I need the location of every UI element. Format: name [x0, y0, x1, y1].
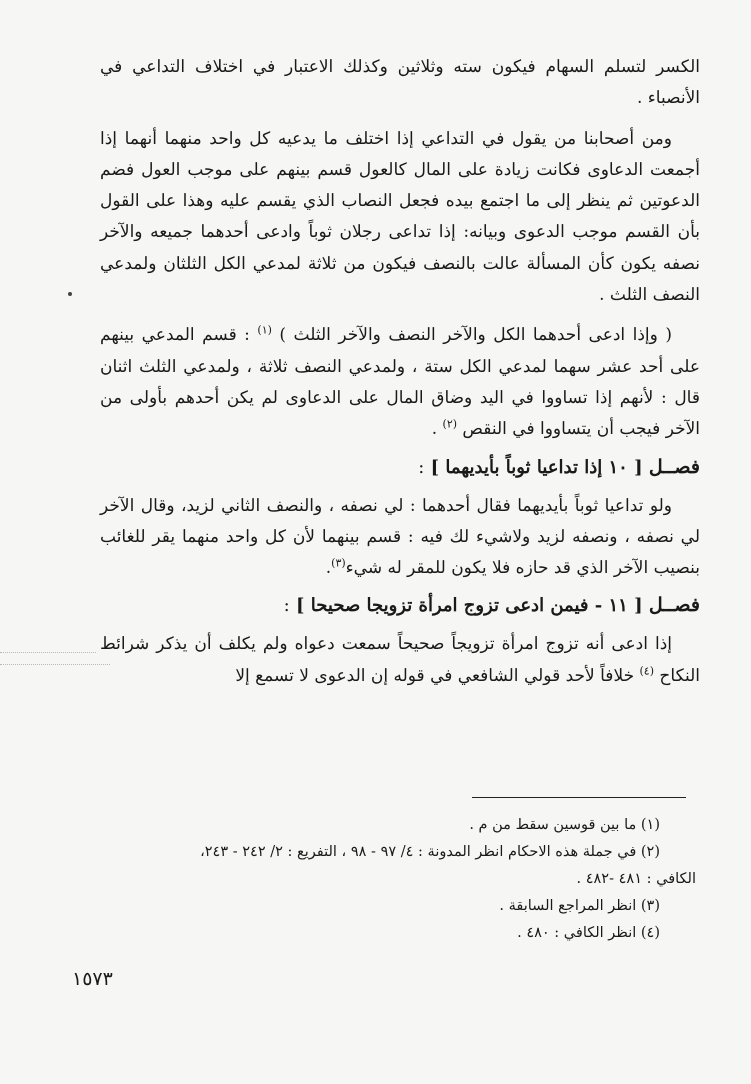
footnotes	[100, 812, 696, 947]
paragraph-2: ومن أصحابنا من يقول في التداعي إذا اختلف ما يدعيه كل واحد منهما أنهما إذا أجمعت الدعاوى فكانت زيادة على المال كالعول قسم بينهم على موجب العول فضم الدعوتين ثم ينظر إلى ما اجتمع بيده فجعل النصاب الذي يقسم عليه وهذا على القول بأن القسم موجب الدعوى وبيانه: إذا تداعى رجلان ثوباً وادعى أحدهما جميعه والآخر نصفه يكون كأن المسألة عالت بالنصف فيكون من ثلاثة لمدعي الكل الثلثان ولمدعي النصف الثلث .	[100, 128, 700, 306]
footnote-1: (١) ما بين قوسين سقط من م .	[469, 817, 660, 833]
section-heading-10	[100, 450, 700, 485]
paragraph-3	[100, 320, 700, 445]
paragraph-4-end: .	[325, 558, 332, 579]
paragraph-1: الكسر لتسلم السهام فيكون سته وثلاثين وكذلك الاعتبار في اختلاف التداعي في الأنصباء .	[100, 57, 700, 109]
section-heading-11	[100, 588, 700, 623]
paragraph-4	[100, 491, 700, 585]
section-colon: :	[283, 595, 290, 617]
paragraph-5-text: إذا ادعى أنه تزوج امرأة تزويجاً صحيحاً سمعت دعواه ولم يكلف أن يذكر شرائط النكاح	[100, 634, 700, 686]
footnote-2-continued: الكافي : ٤٨١ -٤٨٢ .	[576, 871, 696, 887]
section-label: فصــل	[648, 594, 700, 617]
section-title: [ ١١ - فيمن ادعى تزوج امرأة تزويجا صحيحا ]	[289, 595, 649, 617]
paragraph-5	[100, 629, 700, 692]
section-colon: :	[418, 456, 425, 478]
scan-artifact	[0, 652, 96, 654]
footnote-ref-2: (٢)	[442, 417, 458, 431]
scan-artifact	[0, 664, 110, 666]
paragraph-3-end: .	[431, 419, 443, 440]
section-title: [ ١٠ إذا تداعيا ثوباً بأيديهما ]	[424, 456, 649, 478]
section-label: فصــل	[648, 455, 700, 478]
page-number: ١٥٧٣	[72, 968, 113, 990]
footnote-ref-1: (١)	[257, 323, 272, 337]
paragraph-5-text-cont: خلافاً لأحد قولي الشافعي في قوله إن الدعوى لا تسمع إلا	[235, 665, 640, 686]
paragraph-4-text: ولو تداعيا ثوباً بأيديهما فقال أحدهما : لي نصفه ، والنصف الثاني لزيد، وقال الآخر لي نصفه ، ونصفه لزيد ولاشيء لك فيه : قسم بينهما لأن كل واحد منهما يقر للغائب بنصيب الآخر الذي قد حازه فلا يكون للمقر له شيء	[100, 495, 700, 579]
scan-dot	[68, 292, 72, 296]
footnote-ref-4: (٤)	[639, 664, 655, 678]
paragraph-3-text-cont: : قسم المدعي بينهم على أحد عشر سهما لمدعي الكل ستة ، ولمدعي النصف ثلاثة ، ولمدعي الثلث اثنان قال : لأنهم إذا تساووا في اليد وضاق المال على الدعاوى لم يكن أحدهم بأولى من الآخر فيجب أن يتساووا في النقص	[100, 325, 700, 440]
footnote-ref-3: (٣)	[331, 556, 346, 570]
footnote-3: (٣) انظر المراجع السابقة .	[499, 898, 660, 914]
footnote-separator	[472, 797, 686, 798]
footnote-2: (٢) في جملة هذه الاحكام انظر المدونة : ٤/ ٩٧ - ٩٨ ، التفريع : ٢/ ٢٤٢ - ٢٤٣،	[200, 844, 660, 860]
footnote-4: (٤) انظر الكافي : ٤٨٠ .	[517, 925, 660, 941]
paragraph-3-text: ( وإذا ادعى أحدهما الكل والآخر النصف والآخر الثلث )	[271, 325, 672, 346]
page-body	[100, 52, 700, 692]
